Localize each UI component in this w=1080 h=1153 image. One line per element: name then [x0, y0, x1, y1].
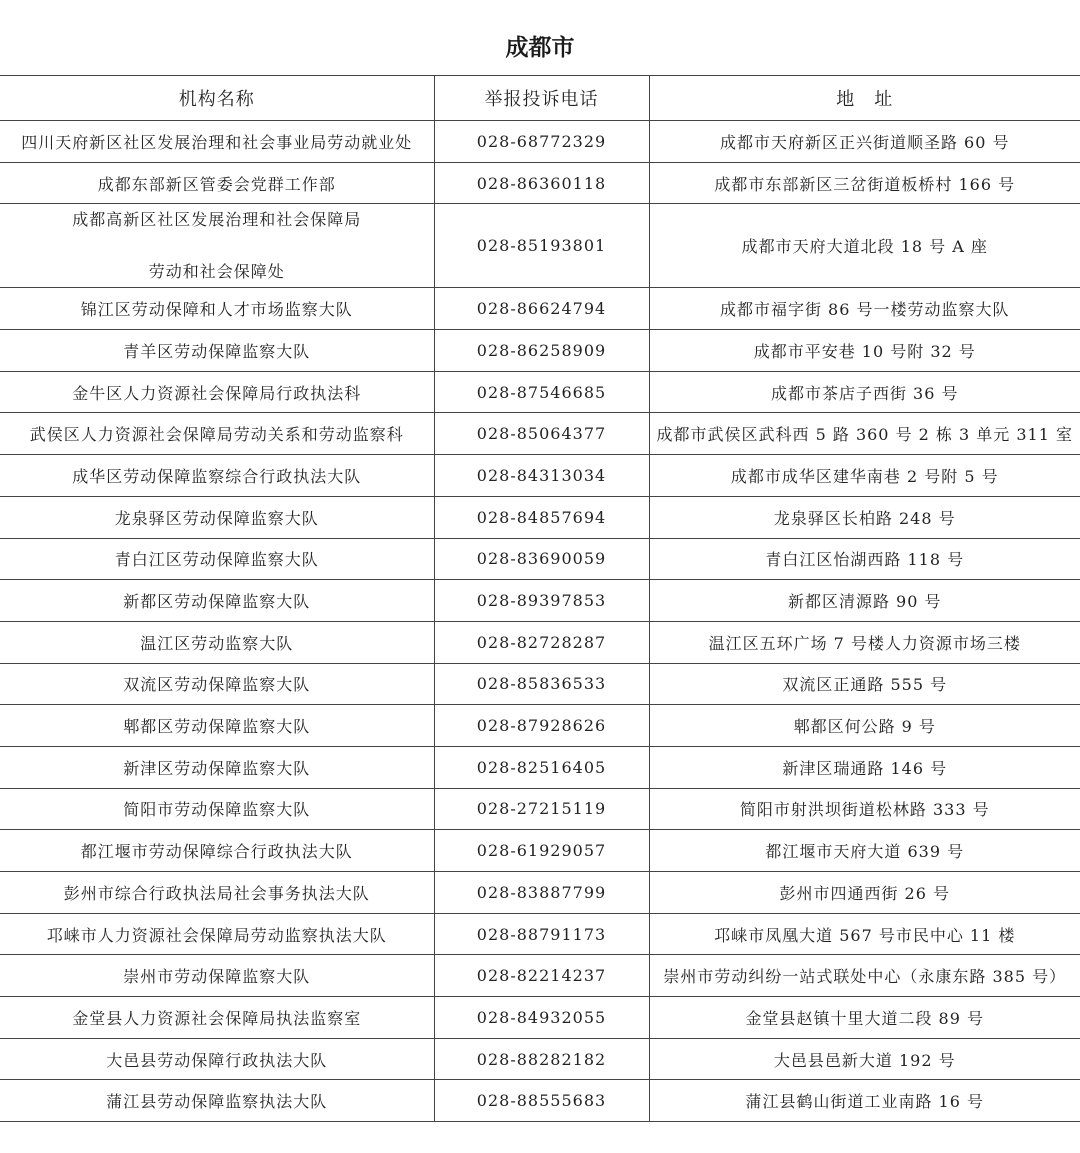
phone-cell: 028-87928626 [434, 705, 649, 747]
address-cell: 崇州市劳动纠纷一站式联处中心（永康东路 385 号） [649, 955, 1080, 997]
org-name-cell: 蒲江县劳动保障监察执法大队 [0, 1080, 434, 1122]
table-row [0, 705, 1080, 747]
table-row [0, 997, 1080, 1039]
table-row [0, 663, 1080, 705]
org-name-cell: 彭州市综合行政执法局社会事务执法大队 [0, 872, 434, 914]
table-header-row [0, 76, 1080, 121]
address-cell: 成都市武侯区武科西 5 路 360 号 2 栋 3 单元 311 室 [649, 413, 1080, 455]
phone-cell: 028-83887799 [434, 872, 649, 914]
org-name-cell: 邛崃市人力资源社会保障局劳动监察执法大队 [0, 913, 434, 955]
table-row [0, 788, 1080, 830]
phone-cell: 028-82516405 [434, 746, 649, 788]
address-cell: 青白江区怡湖西路 118 号 [649, 538, 1080, 580]
table-row [0, 162, 1080, 204]
org-name-cell: 郫都区劳动保障监察大队 [0, 705, 434, 747]
phone-cell: 028-88791173 [434, 913, 649, 955]
phone-cell: 028-85193801 [434, 204, 649, 288]
phone-cell: 028-89397853 [434, 580, 649, 622]
phone-cell: 028-82214237 [434, 955, 649, 997]
org-name-cell: 都江堰市劳动保障综合行政执法大队 [0, 830, 434, 872]
phone-cell: 028-86258909 [434, 330, 649, 372]
address-cell: 成都市平安巷 10 号附 32 号 [649, 330, 1080, 372]
address-cell: 新都区清源路 90 号 [649, 580, 1080, 622]
address-cell: 简阳市射洪坝街道松林路 333 号 [649, 788, 1080, 830]
address-cell: 郫都区何公路 9 号 [649, 705, 1080, 747]
phone-cell: 028-83690059 [434, 538, 649, 580]
table-row [0, 496, 1080, 538]
page-title: 成都市 [505, 35, 575, 61]
address-cell: 双流区正通路 555 号 [649, 663, 1080, 705]
address-cell: 温江区五环广场 7 号楼人力资源市场三楼 [649, 621, 1080, 663]
org-name-cell: 新津区劳动保障监察大队 [0, 746, 434, 788]
phone-cell: 028-86624794 [434, 288, 649, 330]
table-row [0, 913, 1080, 955]
phone-cell: 028-27215119 [434, 788, 649, 830]
org-name-cell: 青白江区劳动保障监察大队 [0, 538, 434, 580]
phone-cell: 028-85064377 [434, 413, 649, 455]
table-row [0, 955, 1080, 997]
contacts-table [0, 75, 1080, 1122]
table-row [0, 288, 1080, 330]
org-name-line-1: 成都高新区社区发展治理和社会保障局 [72, 209, 362, 229]
table-row [0, 330, 1080, 372]
phone-cell: 028-85836533 [434, 663, 649, 705]
column-header-name: 机构名称 [0, 76, 434, 121]
address-cell: 成都市天府新区正兴街道顺圣路 60 号 [649, 121, 1080, 163]
table-row [0, 413, 1080, 455]
address-cell: 成都市天府大道北段 18 号 A 座 [649, 204, 1080, 288]
address-cell: 成都市茶店子西街 36 号 [649, 371, 1080, 413]
org-name-cell: 成华区劳动保障监察综合行政执法大队 [0, 455, 434, 497]
org-name-cell: 金牛区人力资源社会保障局行政执法科 [0, 371, 434, 413]
address-cell: 成都市福字街 86 号一楼劳动监察大队 [649, 288, 1080, 330]
address-cell: 大邑县邑新大道 192 号 [649, 1038, 1080, 1080]
phone-cell: 028-84857694 [434, 496, 649, 538]
org-name-cell: 双流区劳动保障监察大队 [0, 663, 434, 705]
address-cell: 都江堰市天府大道 639 号 [649, 830, 1080, 872]
phone-cell: 028-61929057 [434, 830, 649, 872]
table-row [0, 1080, 1080, 1122]
phone-cell: 028-88555683 [434, 1080, 649, 1122]
phone-cell: 028-68772329 [434, 121, 649, 163]
column-header-phone: 举报投诉电话 [434, 76, 649, 121]
column-header-address: 地 址 [649, 76, 1080, 121]
org-name-line-2: 劳动和社会保障处 [148, 261, 285, 281]
org-name-cell: 大邑县劳动保障行政执法大队 [0, 1038, 434, 1080]
address-cell: 龙泉驿区长柏路 248 号 [649, 496, 1080, 538]
table-row [0, 371, 1080, 413]
org-name-cell [0, 204, 434, 288]
org-name-cell: 锦江区劳动保障和人才市场监察大队 [0, 288, 434, 330]
phone-cell: 028-88282182 [434, 1038, 649, 1080]
org-name-cell: 简阳市劳动保障监察大队 [0, 788, 434, 830]
org-name-cell: 温江区劳动监察大队 [0, 621, 434, 663]
org-name-cell: 武侯区人力资源社会保障局劳动关系和劳动监察科 [0, 413, 434, 455]
table-row [0, 621, 1080, 663]
table-row [0, 204, 1080, 288]
phone-cell: 028-86360118 [434, 162, 649, 204]
table-row [0, 121, 1080, 163]
address-cell: 新津区瑞通路 146 号 [649, 746, 1080, 788]
table-row [0, 538, 1080, 580]
table-row [0, 872, 1080, 914]
address-cell: 蒲江县鹤山街道工业南路 16 号 [649, 1080, 1080, 1122]
org-name-cell: 崇州市劳动保障监察大队 [0, 955, 434, 997]
org-name-cell: 龙泉驿区劳动保障监察大队 [0, 496, 434, 538]
table-row [0, 830, 1080, 872]
address-cell: 邛崃市凤凰大道 567 号市民中心 11 楼 [649, 913, 1080, 955]
table-row [0, 455, 1080, 497]
org-name-cell: 四川天府新区社区发展治理和社会事业局劳动就业处 [0, 121, 434, 163]
address-cell: 成都市东部新区三岔街道板桥村 166 号 [649, 162, 1080, 204]
address-cell: 成都市成华区建华南巷 2 号附 5 号 [649, 455, 1080, 497]
phone-cell: 028-84313034 [434, 455, 649, 497]
table-row [0, 746, 1080, 788]
org-name-cell: 新都区劳动保障监察大队 [0, 580, 434, 622]
table-row [0, 580, 1080, 622]
address-cell: 彭州市四通西街 26 号 [649, 872, 1080, 914]
org-name-cell: 金堂县人力资源社会保障局执法监察室 [0, 997, 434, 1039]
org-name-cell: 青羊区劳动保障监察大队 [0, 330, 434, 372]
org-name-cell: 成都东部新区管委会党群工作部 [0, 162, 434, 204]
table-row [0, 1038, 1080, 1080]
phone-cell: 028-87546685 [434, 371, 649, 413]
phone-cell: 028-82728287 [434, 621, 649, 663]
address-cell: 金堂县赵镇十里大道二段 89 号 [649, 997, 1080, 1039]
phone-cell: 028-84932055 [434, 997, 649, 1039]
